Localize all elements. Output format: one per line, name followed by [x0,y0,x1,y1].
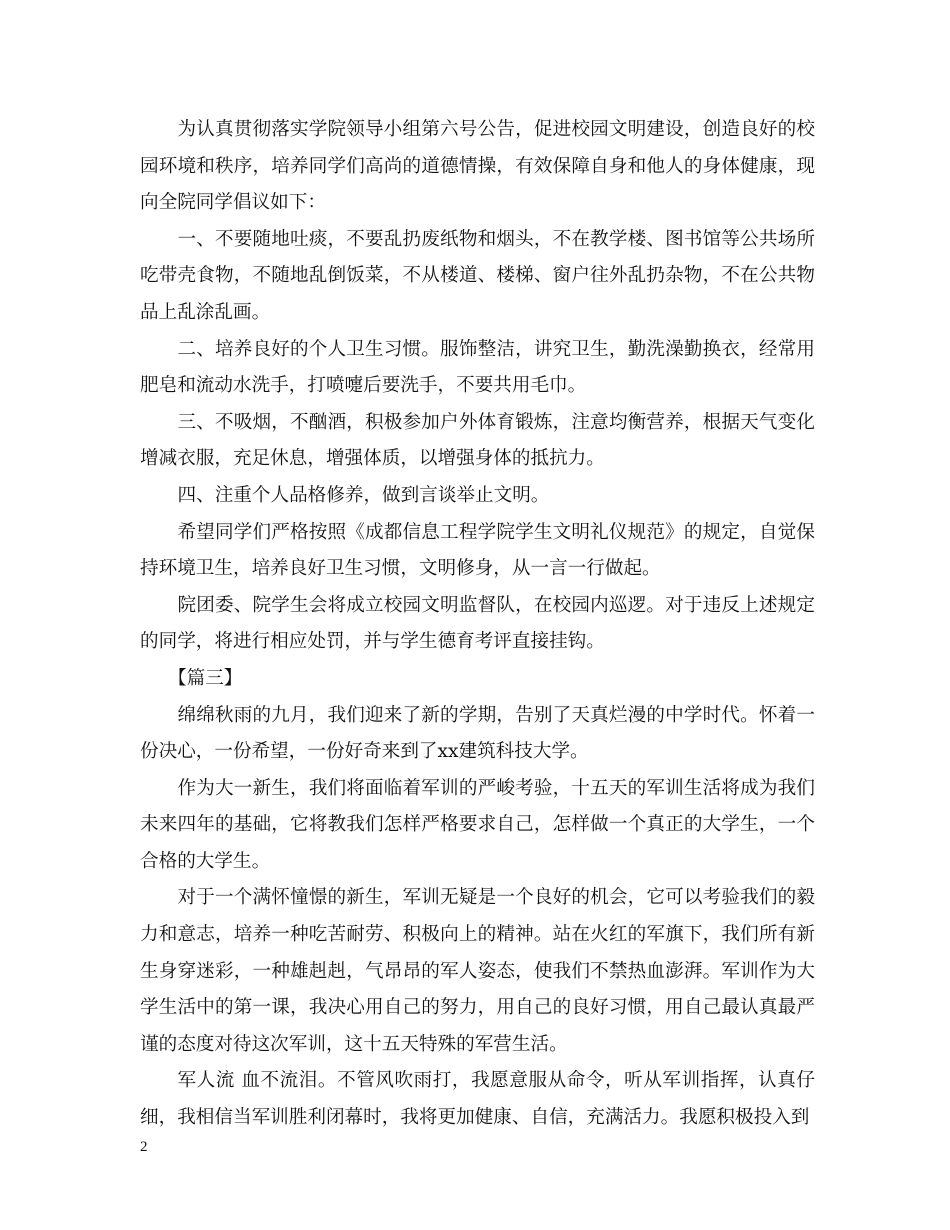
document-body [140,112,815,1137]
paragraph: 军人流 血不流泪。不管风吹雨打，我愿意服从命令，听从军训指挥，认真仔细，我相信当军训胜利闭幕时，我将更加健康、自信，充满活力。我愿积极投入到 [140,1070,815,1129]
paragraph: 作为大一新生，我们将面临着军训的严峻考验，十五天的军训生活将成为我们未来四年的基础，它将教我们怎样严格要求自己，怎样做一个真正的大学生，一个合格的大学生。 [140,777,815,872]
paragraph: 希望同学们严格按照《成都信息工程学院学生文明礼仪规范》的规定，自觉保持环境卫生，培养良好卫生习惯，文明修身，从一言一行做起。 [140,521,815,580]
paragraph: 绵绵秋雨的九月，我们迎来了新的学期，告别了天真烂漫的中学时代。怀着一份决心，一份希望，一份好奇来到了xx建筑科技大学。 [140,704,815,763]
section-heading: 【篇三】 [168,667,243,689]
paragraph: 院团委、院学生会将成立校园文明监督队，在校园内巡逻。对于违反上述规定的同学，将进行相应处罚，并与学生德育考评直接挂钩。 [140,594,815,653]
paragraph: 二、培养良好的个人卫生习惯。服饰整洁，讲究卫生，勤洗澡勤换衣，经常用肥皂和流动水洗手，打喷嚏后要洗手，不要共用毛巾。 [140,338,815,397]
page-number: 2 [140,1139,148,1155]
paragraph: 一、不要随地吐痰，不要乱扔废纸物和烟头，不在教学楼、图书馆等公共场所吃带壳食物，不随地乱倒饭菜，不从楼道、楼梯、窗户往外乱扔杂物，不在公共物品上乱涂乱画。 [140,228,815,323]
paragraph: 对于一个满怀憧憬的新生，军训无疑是一个良好的机会，它可以考验我们的毅力和意志，培养一种吃苦耐劳、积极向上的精神。站在火红的军旗下，我们所有新生身穿迷彩，一种雄赳赳，气昂昂的军人姿态，使我们不禁热血澎湃。军训作为大学生活中的第一课，我决心用自己的努力，用自己的良好习惯，用自己最认真最严谨的态度对待这次军训，这十五天特殊的军营生活。 [140,887,815,1055]
paragraph: 为认真贯彻落实学院领导小组第六号公告，促进校园文明建设，创造良好的校园环境和秩序，培养同学们高尚的道德情操，有效保障自身和他人的身体健康，现向全院同学倡议如下： [140,119,815,214]
paragraph: 四、注重个人品格修养，做到言谈举止文明。 [177,484,550,506]
paragraph: 三、不吸烟，不酗酒，积极参加户外体育锻炼，注意均衡营养，根据天气变化增减衣服，充足休息，增强体质，以增强身体的抵抗力。 [140,411,815,470]
